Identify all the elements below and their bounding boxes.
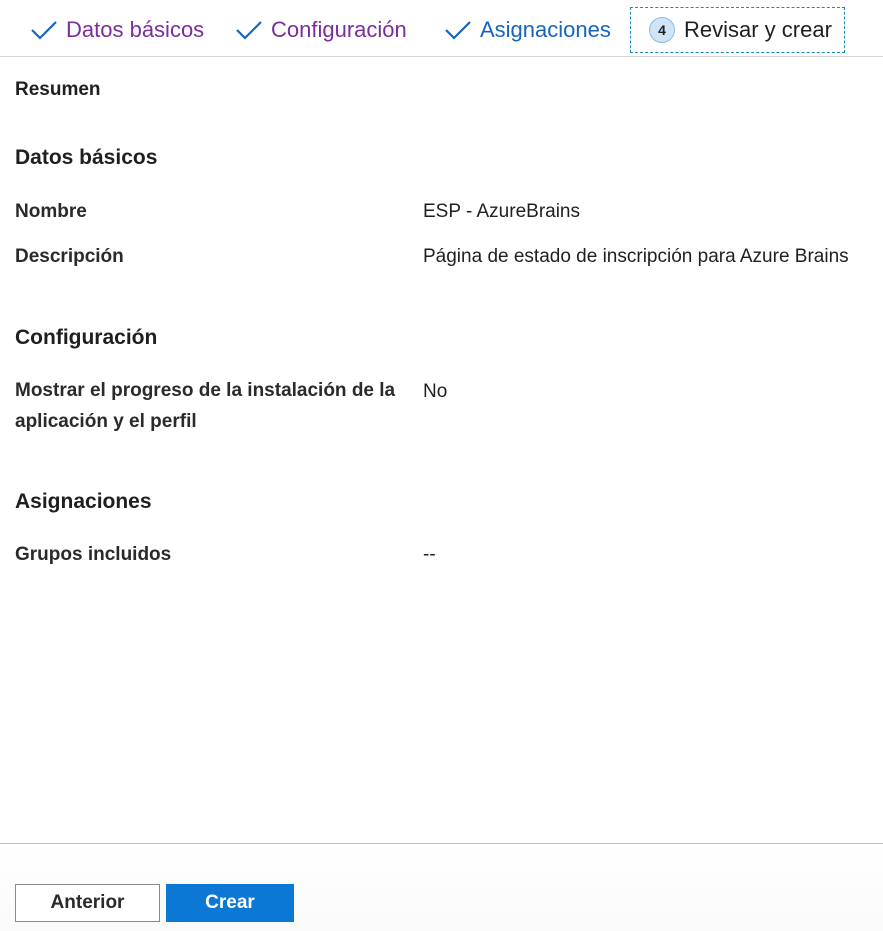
tab-asignaciones[interactable] xyxy=(444,8,611,52)
checkmark-icon xyxy=(30,19,58,41)
included-groups-value: -- xyxy=(423,544,436,565)
show-progress-label xyxy=(15,375,417,437)
tab-label: Configuración xyxy=(271,17,407,42)
tab-label: Revisar y crear xyxy=(684,17,832,42)
create-button[interactable]: Crear xyxy=(166,884,294,922)
show-progress-label-line2: aplicación y el perfil xyxy=(15,411,197,432)
tab-datos-basicos[interactable] xyxy=(30,8,204,52)
description-label: Descripción xyxy=(15,246,124,267)
included-groups-label: Grupos incluidos xyxy=(15,544,172,565)
previous-button[interactable]: Anterior xyxy=(15,884,160,922)
tab-revisar-y-crear[interactable] xyxy=(631,8,844,52)
checkmark-icon xyxy=(235,19,263,41)
assignments-heading: Asignaciones xyxy=(15,490,152,513)
name-label: Nombre xyxy=(15,201,87,222)
show-progress-value: No xyxy=(423,381,448,402)
checkmark-icon xyxy=(444,19,472,41)
show-progress-label-line1: Mostrar el progreso de la instalación de la xyxy=(15,380,396,401)
description-value: Página de estado de inscripción para Azure Brains xyxy=(423,246,849,267)
wizard-tabs xyxy=(0,0,883,57)
tab-label: Datos básicos xyxy=(66,17,205,42)
name-value: ESP - AzureBrains xyxy=(423,201,581,222)
summary-title: Resumen xyxy=(15,79,101,100)
configuration-heading: Configuración xyxy=(15,326,158,349)
basics-heading: Datos básicos xyxy=(15,146,158,169)
step-number-badge: 4 xyxy=(649,17,675,43)
tab-configuracion[interactable] xyxy=(235,8,407,52)
tab-label: Asignaciones xyxy=(480,17,611,42)
